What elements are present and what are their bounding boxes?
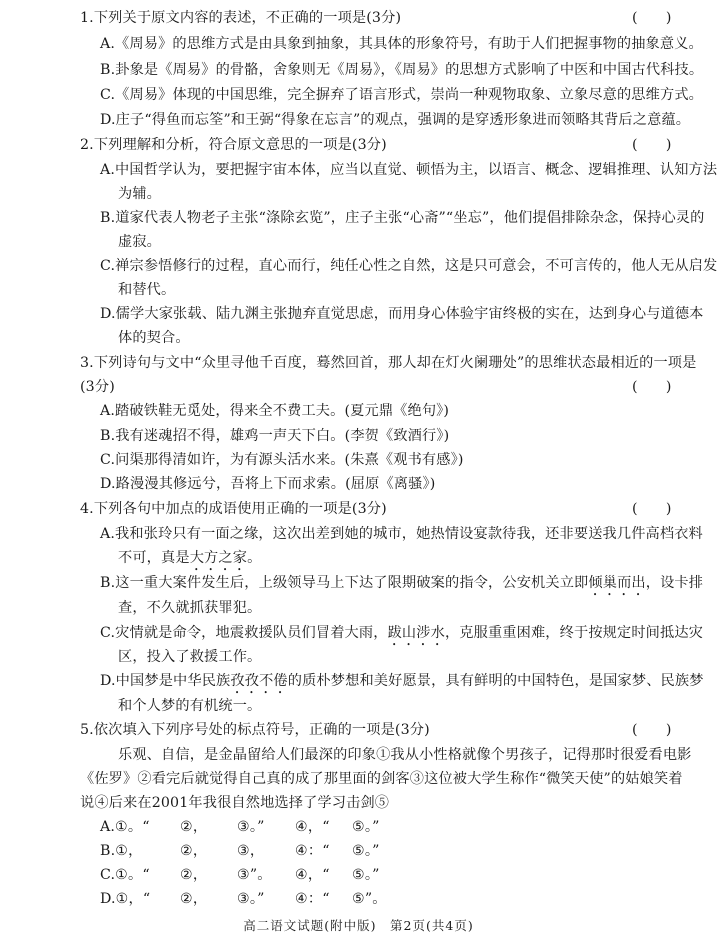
q3-answer-blank: ( ) bbox=[632, 379, 672, 395]
q5-stem: 5.依次填入下列序号处的标点符号，正确的一项是(3分) bbox=[80, 722, 430, 738]
q5-passage-line2: 《佐罗》②看完后就觉得自己真的成了那里面的剑客③这位被大学生称作“微笑天使”的姑娘笑着 bbox=[80, 771, 683, 787]
q3-option-d: D.路漫漫其修远兮，吾将上下而求索。(屈原《离骚》) bbox=[100, 476, 436, 492]
q2-option-d-line1: D.儒学大家张载、陆九渊主张抛弃直觉思虑，而用身心体验宇宙终极的实在，达到身心与道德本 bbox=[100, 306, 704, 322]
q5-option-a: A.①。“ ②， ③。” ④，“ ⑤。” bbox=[100, 819, 380, 835]
q5-answer-blank: ( ) bbox=[632, 722, 672, 738]
page-footer: 高二语文试题(附中版) 第2页(共4页) bbox=[243, 918, 474, 933]
q2-option-a-line1: A.中国哲学认为，要把握宇宙本体，应当以直觉、顿悟为主，以语言、概念、逻辑推理、认知方法 bbox=[100, 162, 717, 178]
q4-option-d-idiom: 孜孜不倦 bbox=[230, 673, 288, 689]
q1-stem: 1.下列关于原文内容的表述，不正确的一项是(3分) bbox=[80, 10, 402, 26]
q5-passage-line3: 说④后来在2001年我很自然地选择了学习击剑⑤ bbox=[80, 795, 390, 811]
q3-option-b: B.我有迷魂招不得，雄鸡一声天下白。(李贺《致酒行》) bbox=[100, 428, 450, 444]
q1-option-d: D.庄子“得鱼而忘筌”和王弼“得象在忘言”的观点，强调的是穿透形象进而领略其背后之意蕴。 bbox=[100, 112, 691, 128]
q2-stem: 2.下列理解和分析，符合原文意思的一项是(3分) bbox=[80, 137, 387, 153]
q4-option-c-line1: C.灾情就是命令，地震救援队员们冒着大雨，跋山涉水，克服重重困难，终于按规定时间抵达灾 bbox=[100, 625, 704, 641]
q3-option-a: A.踏破铁鞋无觅处，得来全不费工夫。(夏元鼎《绝句》) bbox=[100, 403, 450, 419]
q2-option-a-line2: 为辅。 bbox=[118, 186, 162, 202]
q5-option-d: D.①，“ ②， ③。” ④：“ ⑤”。 bbox=[100, 891, 387, 907]
q5-option-b: B.①， ②， ③， ④：“ ⑤。” bbox=[100, 843, 380, 859]
q3-stem-line2: (3分) bbox=[80, 379, 115, 395]
q4-option-b-line1: B.这一重大案件发生后，上级领导马上下达了限期破案的指令，公安机关立即倾巢而出，设卡排 bbox=[100, 575, 704, 591]
q4-option-d-line2: 和个人梦的有机统一。 bbox=[118, 698, 262, 714]
q3-stem-line1: 3.下列诗句与文中“众里寻他千百度，蓦然回首，那人却在灯火阑珊处”的思维状态最相近的一项是 bbox=[80, 355, 697, 371]
q4-option-b-line2: 查，不久就抓获罪犯。 bbox=[118, 600, 262, 616]
q2-answer-blank: ( ) bbox=[632, 137, 672, 153]
q4-option-a-line1: A.我和张玲只有一面之缘，这次出差到她的城市，她热情设宴款待我，还非要送我几件高档衣料 bbox=[100, 526, 703, 542]
q1-answer-blank: ( ) bbox=[632, 10, 672, 26]
q1-option-b: B.卦象是《周易》的骨骼，舍象则无《周易》，《周易》的思想方式影响了中医和中国古代科技。 bbox=[100, 62, 704, 78]
q5-passage-line1: 乐观、自信，是金晶留给人们最深的印象①我从小性格就像个男孩子，记得那时很爱看电影 bbox=[118, 747, 692, 763]
q4-option-a-line2: 不可，真是大方之家。 bbox=[118, 550, 262, 566]
q4-option-c-idiom: 跋山涉水 bbox=[387, 625, 445, 641]
q2-option-c-line2: 和替代。 bbox=[118, 282, 176, 298]
q4-option-c-line2: 区，投入了救援工作。 bbox=[118, 649, 262, 665]
q4-answer-blank: ( ) bbox=[632, 501, 672, 517]
q3-option-c: C.问渠那得清如许，为有源头活水来。(朱熹《观书有感》) bbox=[100, 452, 464, 468]
q4-option-b-idiom: 倾巢而出 bbox=[588, 575, 646, 591]
q4-stem: 4.下列各句中加点的成语使用正确的一项是(3分) bbox=[80, 501, 387, 517]
q4-option-a-idiom: 大方之家 bbox=[189, 550, 248, 566]
q2-option-d-line2: 体的契合。 bbox=[118, 330, 190, 346]
q2-option-b-line1: B.道家代表人物老子主张“涤除玄览”，庄子主张“心斋”“坐忘”，他们提倡排除杂念，保持心灵的 bbox=[100, 210, 705, 226]
q5-option-c: C.①。“ ②， ③”。 ④，“ ⑤。” bbox=[100, 867, 380, 883]
q2-option-c-line1: C.禅宗参悟修行的过程，直心而行，纯任心性之自然，这是只可意会，不可言传的，他人无从启发 bbox=[100, 258, 717, 274]
q1-option-c: C.《周易》体现的中国思维，完全摒弃了语言形式，崇尚一种观物取象、立象尽意的思维方式。 bbox=[100, 87, 703, 103]
q4-option-d-line1: D.中国梦是中华民族孜孜不倦的质朴梦想和美好愿景，具有鲜明的中国特色，是国家梦、民族梦 bbox=[100, 673, 704, 689]
q2-option-b-line2: 虚寂。 bbox=[118, 234, 162, 250]
q1-option-a: A.《周易》的思维方式是由具象到抽象，其具体的形象符号，有助于人们把握事物的抽象意义。 bbox=[100, 36, 703, 52]
